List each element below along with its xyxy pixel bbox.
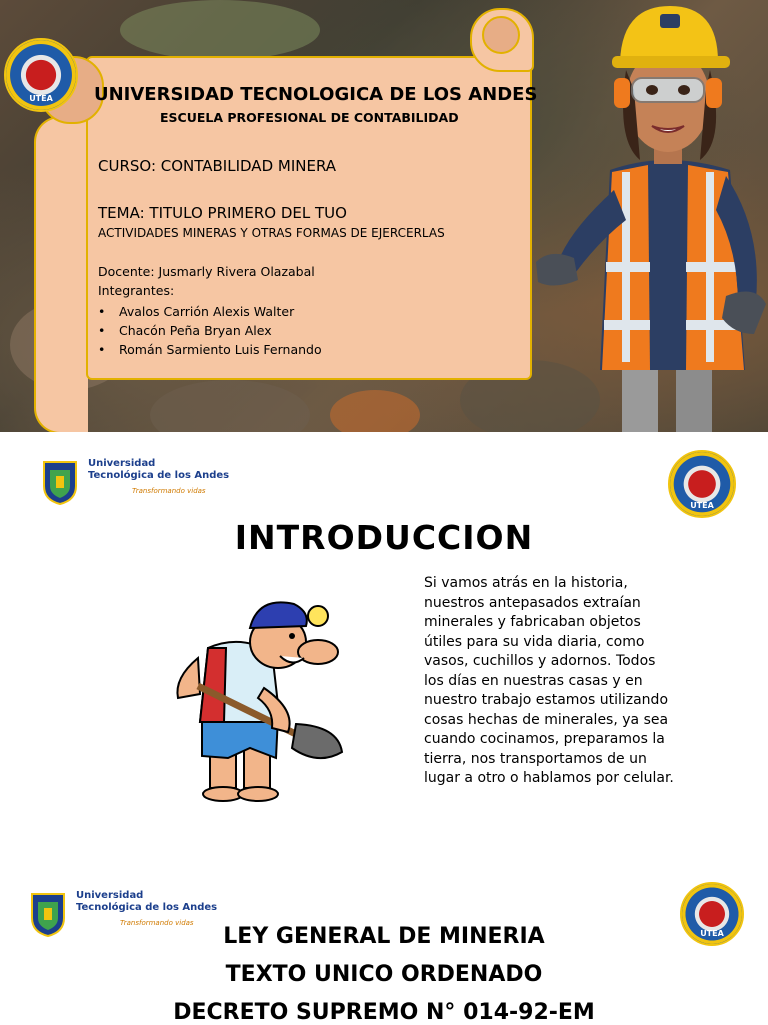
bullet: • bbox=[98, 304, 106, 319]
seal-text: UTEA bbox=[29, 94, 53, 103]
members-list bbox=[98, 302, 322, 359]
logo-line1: Universidad bbox=[76, 890, 144, 901]
law-title-line1: LEY GENERAL DE MINERIA bbox=[223, 924, 545, 949]
page-title: INTRODUCCION bbox=[234, 518, 534, 557]
seal-text: UTEA bbox=[700, 929, 724, 938]
background-rock bbox=[330, 390, 420, 432]
university-logo bbox=[40, 458, 229, 506]
scroll-top-curl bbox=[482, 16, 520, 54]
members-label: Integrantes: bbox=[98, 283, 175, 298]
engineer-character-icon bbox=[530, 0, 768, 432]
course-label: CURSO: CONTABILIDAD MINERA bbox=[98, 157, 337, 175]
logo-tagline: Transformando vidas bbox=[132, 487, 206, 495]
bullet: • bbox=[98, 323, 106, 338]
logo-line2: Tecnológica de los Andes bbox=[88, 470, 230, 481]
law-title-line3: DECRETO SUPREMO N° 014-92-EM bbox=[173, 1000, 595, 1025]
teacher-label: Docente: Jusmarly Rivera Olazabal bbox=[98, 264, 315, 279]
logo-tagline: Transformando vidas bbox=[120, 919, 194, 927]
subtopic-label: ACTIVIDADES MINERAS Y OTRAS FORMAS DE EJERCERLAS bbox=[98, 226, 445, 240]
list-item bbox=[98, 321, 322, 340]
scroll-left-roll bbox=[34, 116, 88, 432]
background-grass bbox=[120, 0, 320, 60]
school-name: ESCUELA PROFESIONAL DE CONTABILIDAD bbox=[160, 110, 459, 125]
university-name: UNIVERSIDAD TECNOLOGICA DE LOS ANDES bbox=[94, 84, 538, 105]
member-name: Román Sarmiento Luis Fernando bbox=[119, 342, 322, 357]
law-slide bbox=[0, 864, 768, 1024]
list-item bbox=[98, 340, 322, 359]
logo-line2: Tecnológica de los Andes bbox=[76, 902, 218, 913]
faculty-seal-icon bbox=[668, 450, 736, 518]
bullet: • bbox=[98, 342, 106, 357]
title-slide bbox=[0, 0, 768, 432]
logo-line1: Universidad bbox=[88, 458, 156, 469]
seal-text: UTEA bbox=[690, 500, 714, 510]
background-rock bbox=[150, 380, 310, 432]
university-shield-icon bbox=[40, 458, 80, 506]
topic-label: TEMA: TITULO PRIMERO DEL TUO bbox=[98, 204, 347, 222]
miner-cartoon-icon bbox=[168, 598, 348, 808]
member-name: Avalos Carrión Alexis Walter bbox=[119, 304, 295, 319]
list-item bbox=[98, 302, 322, 321]
member-name: Chacón Peña Bryan Alex bbox=[119, 323, 272, 338]
introduction-text: Si vamos atrás en la historia, nuestros antepasados extraían minerales y fabricaban objetos útiles para su vida diaria, como vasos, cuchillos y adornos. Todos los días en nuestras casas y en nuestro trabajo estamos utilizando cosas hechas de minerales, ya sea cuando cocinamos, preparamos la tierra, nos transportamos de un lugar a otro o hablamos por celular. bbox=[424, 575, 674, 786]
law-title-line2: TEXTO UNICO ORDENADO bbox=[225, 962, 543, 987]
introduction-slide bbox=[0, 440, 768, 840]
faculty-seal-icon bbox=[4, 38, 78, 112]
